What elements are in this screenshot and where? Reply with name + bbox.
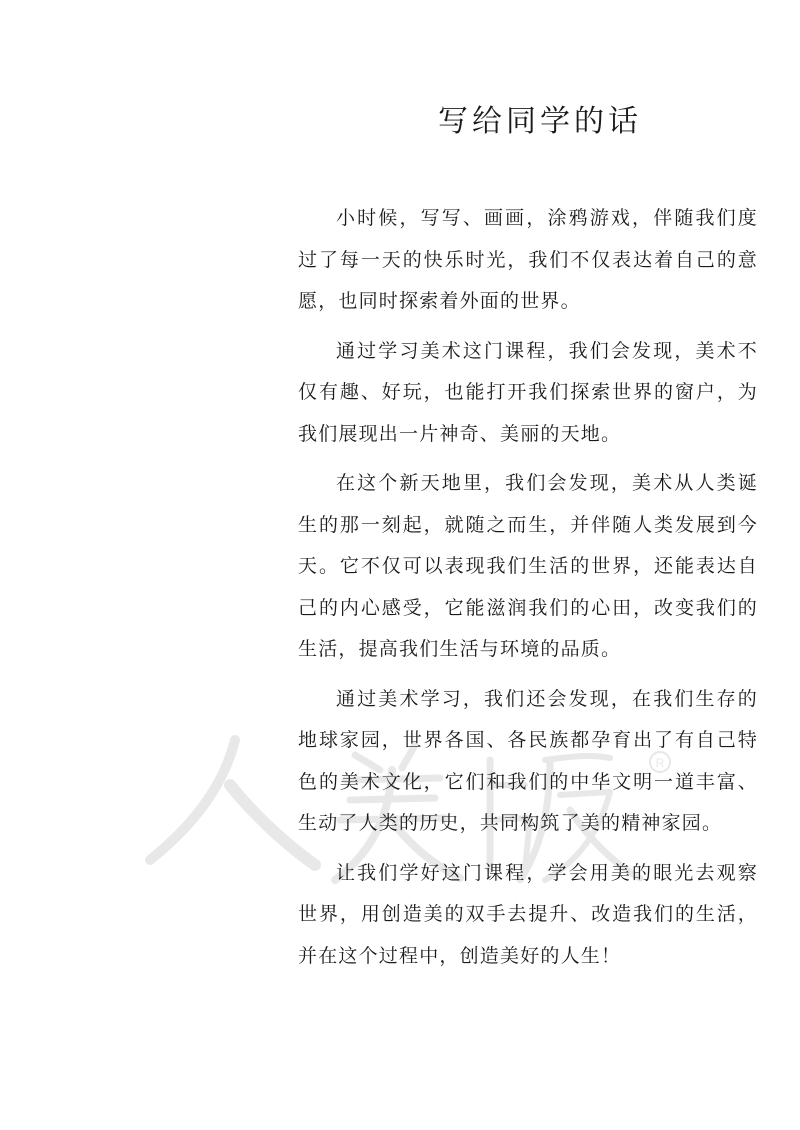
paragraph: 小时候，写写、画画，涂鸦游戏，伴随我们度过了每一天的快乐时光，我们不仅表达着自己的意愿，也同时探索着外面的世界。	[298, 207, 758, 312]
paragraph: 通过美术学习，我们还会发现，在我们生存的地球家园，世界各国、各民族都孕育出了有自己特色的美术文化，它们和我们的中华文明一道丰富、生动了人类的历史，共同构筑了美的精神家园。	[298, 687, 758, 834]
paragraph: 让我们学好这门课程，学会用美的眼光去观察世界，用创造美的双手去提升、改造我们的生活，并在这个过程中，创造美好的人生！	[298, 861, 758, 967]
svg-text:R: R	[655, 756, 665, 770]
page-title: 写给同学的话	[438, 104, 642, 139]
paragraph: 通过学习美术这门课程，我们会发现，美术不仅有趣、好玩，也能打开我们探索世界的窗户，为我们展现出一片神奇、美丽的天地。	[298, 339, 758, 445]
body-text	[298, 198, 758, 985]
paragraph: 在这个新天地里，我们会发现，美术从人类诞生的那一刻起，就随之而生，并伴随人类发展到今天。它不仅可以表现我们生活的世界，还能表达自己的内心感受，它能滋润我们的心田，改变我们的生活，提高我们生活与环境的品质。	[298, 472, 758, 660]
